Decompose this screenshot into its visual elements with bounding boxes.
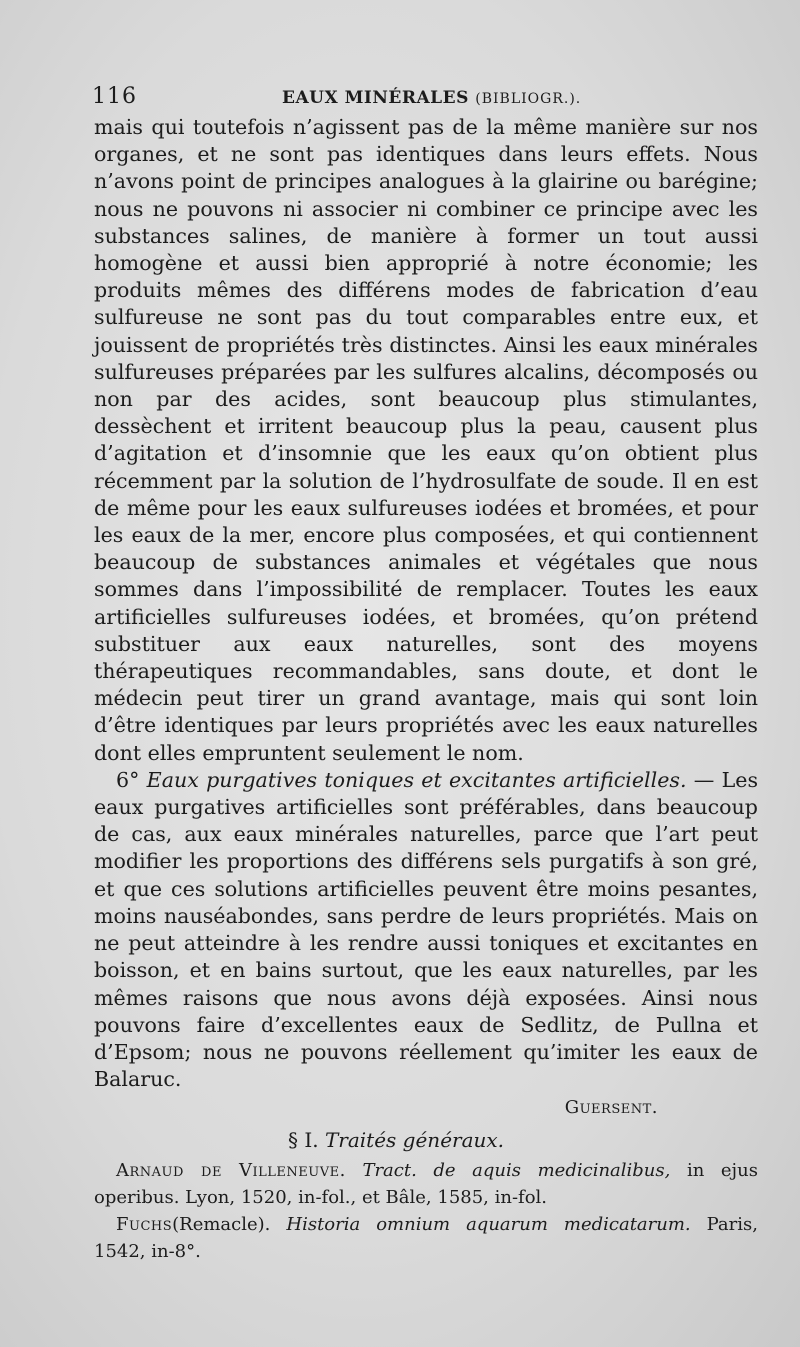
section-heading <box>94 1123 758 1157</box>
section-number: § I. <box>287 1128 319 1153</box>
paragraph-2-heading: Eaux purgatives toniques et excitantes artificielles. <box>146 767 687 792</box>
paragraph-2-number: 6° <box>116 767 140 792</box>
paragraph-1: mais qui toutefois n’agissent pas de la même manière sur nos organes, et ne sont pas identiques dans leurs effets. Nous n’avons point de principes analogues à la glairine ou barégine; nous ne pouvons ni associer ni combiner ce principe avec les substances salines, de manière à former un tout aussi homogène et aussi bien approprié à notre économie; les produits mêmes des différens modes de fabrication d’eau sulfureuse ne sont pas du tout comparables entre eux, et jouissent de propriétés très distinctes. Ainsi les eaux minérales sulfureuses préparées par les sulfures alcalins, décomposés ou non par des acides, sont beaucoup plus stimulantes, dessèchent et irritent beaucoup plus la peau, causent plus d’agitation et d’insomnie que les eaux qu’on obtient plus récemment par la solution de l’hydrosulfate de soude. Il en est de même pour les eaux sulfureuses iodées et bromées, et pour les eaux de la mer, encore plus composées, et qui contiennent beaucoup de substances animales et végétales que nous sommes dans l’impossibilité de remplacer. Toutes les eaux artificielles sulfureuses iodées, et bromées, qu’on prétend substituer aux eaux naturelles, sont des moyens thérapeutiques recommandables, sans doute, et dont le médecin peut tirer un grand avantage, mais qui sont loin d’être identiques par leurs propriétés avec les eaux naturelles dont elles empruntent seulement le nom. <box>94 115 758 765</box>
page-body <box>94 114 758 1265</box>
bib-title: Historia omnium aquarum medicatarum. <box>286 1214 691 1236</box>
running-title <box>282 88 581 108</box>
bib-details: in ejus operibus. Lyon, 1520, in-fol., et Bâle, 1585, in-fol. <box>94 1160 758 1209</box>
running-title-sub: (BIBLIOGR.). <box>475 91 582 107</box>
section-title: Traités généraux. <box>324 1128 505 1153</box>
page-number: 116 <box>92 84 137 109</box>
bib-author: Arnaud de Villeneuve. <box>116 1160 346 1182</box>
bibliography-entry <box>94 1157 758 1211</box>
paragraph-2-text: — Les eaux purgatives artificielles sont préférables, dans beaucoup de cas, aux eaux minérales naturelles, parce que l’art peut modifier les proportions des différens sels purgatifs à son gré, et que ces solutions artificielles peuvent être moins pesantes, moins nauséabondes, sans perdre de leurs propriétés. Mais on ne peut atteindre à les rendre aussi toniques et excitantes en boisson, et en bains surtout, que les eaux naturelles, par les mêmes raisons que nous avons déjà exposées. Ainsi nous pouvons faire d’excellentes eaux de Sedlitz, de Pullna et d’Epsom; nous ne pouvons réellement qu’imiter les eaux de Balaruc. <box>94 767 759 1092</box>
running-title-main: EAUX MINÉRALES <box>282 88 469 108</box>
page-header <box>92 84 760 114</box>
bib-author-rest: (Remacle). <box>172 1214 271 1236</box>
bib-title: Tract. de aquis medicinalibus, <box>362 1160 671 1182</box>
bib-author: Fuchs <box>116 1214 173 1236</box>
author-signature: Guersent. <box>564 1097 658 1119</box>
bib-details: Paris, 1542, in-8°. <box>94 1214 758 1263</box>
paragraph-2 <box>94 767 758 1093</box>
bibliography-entry <box>94 1211 758 1265</box>
